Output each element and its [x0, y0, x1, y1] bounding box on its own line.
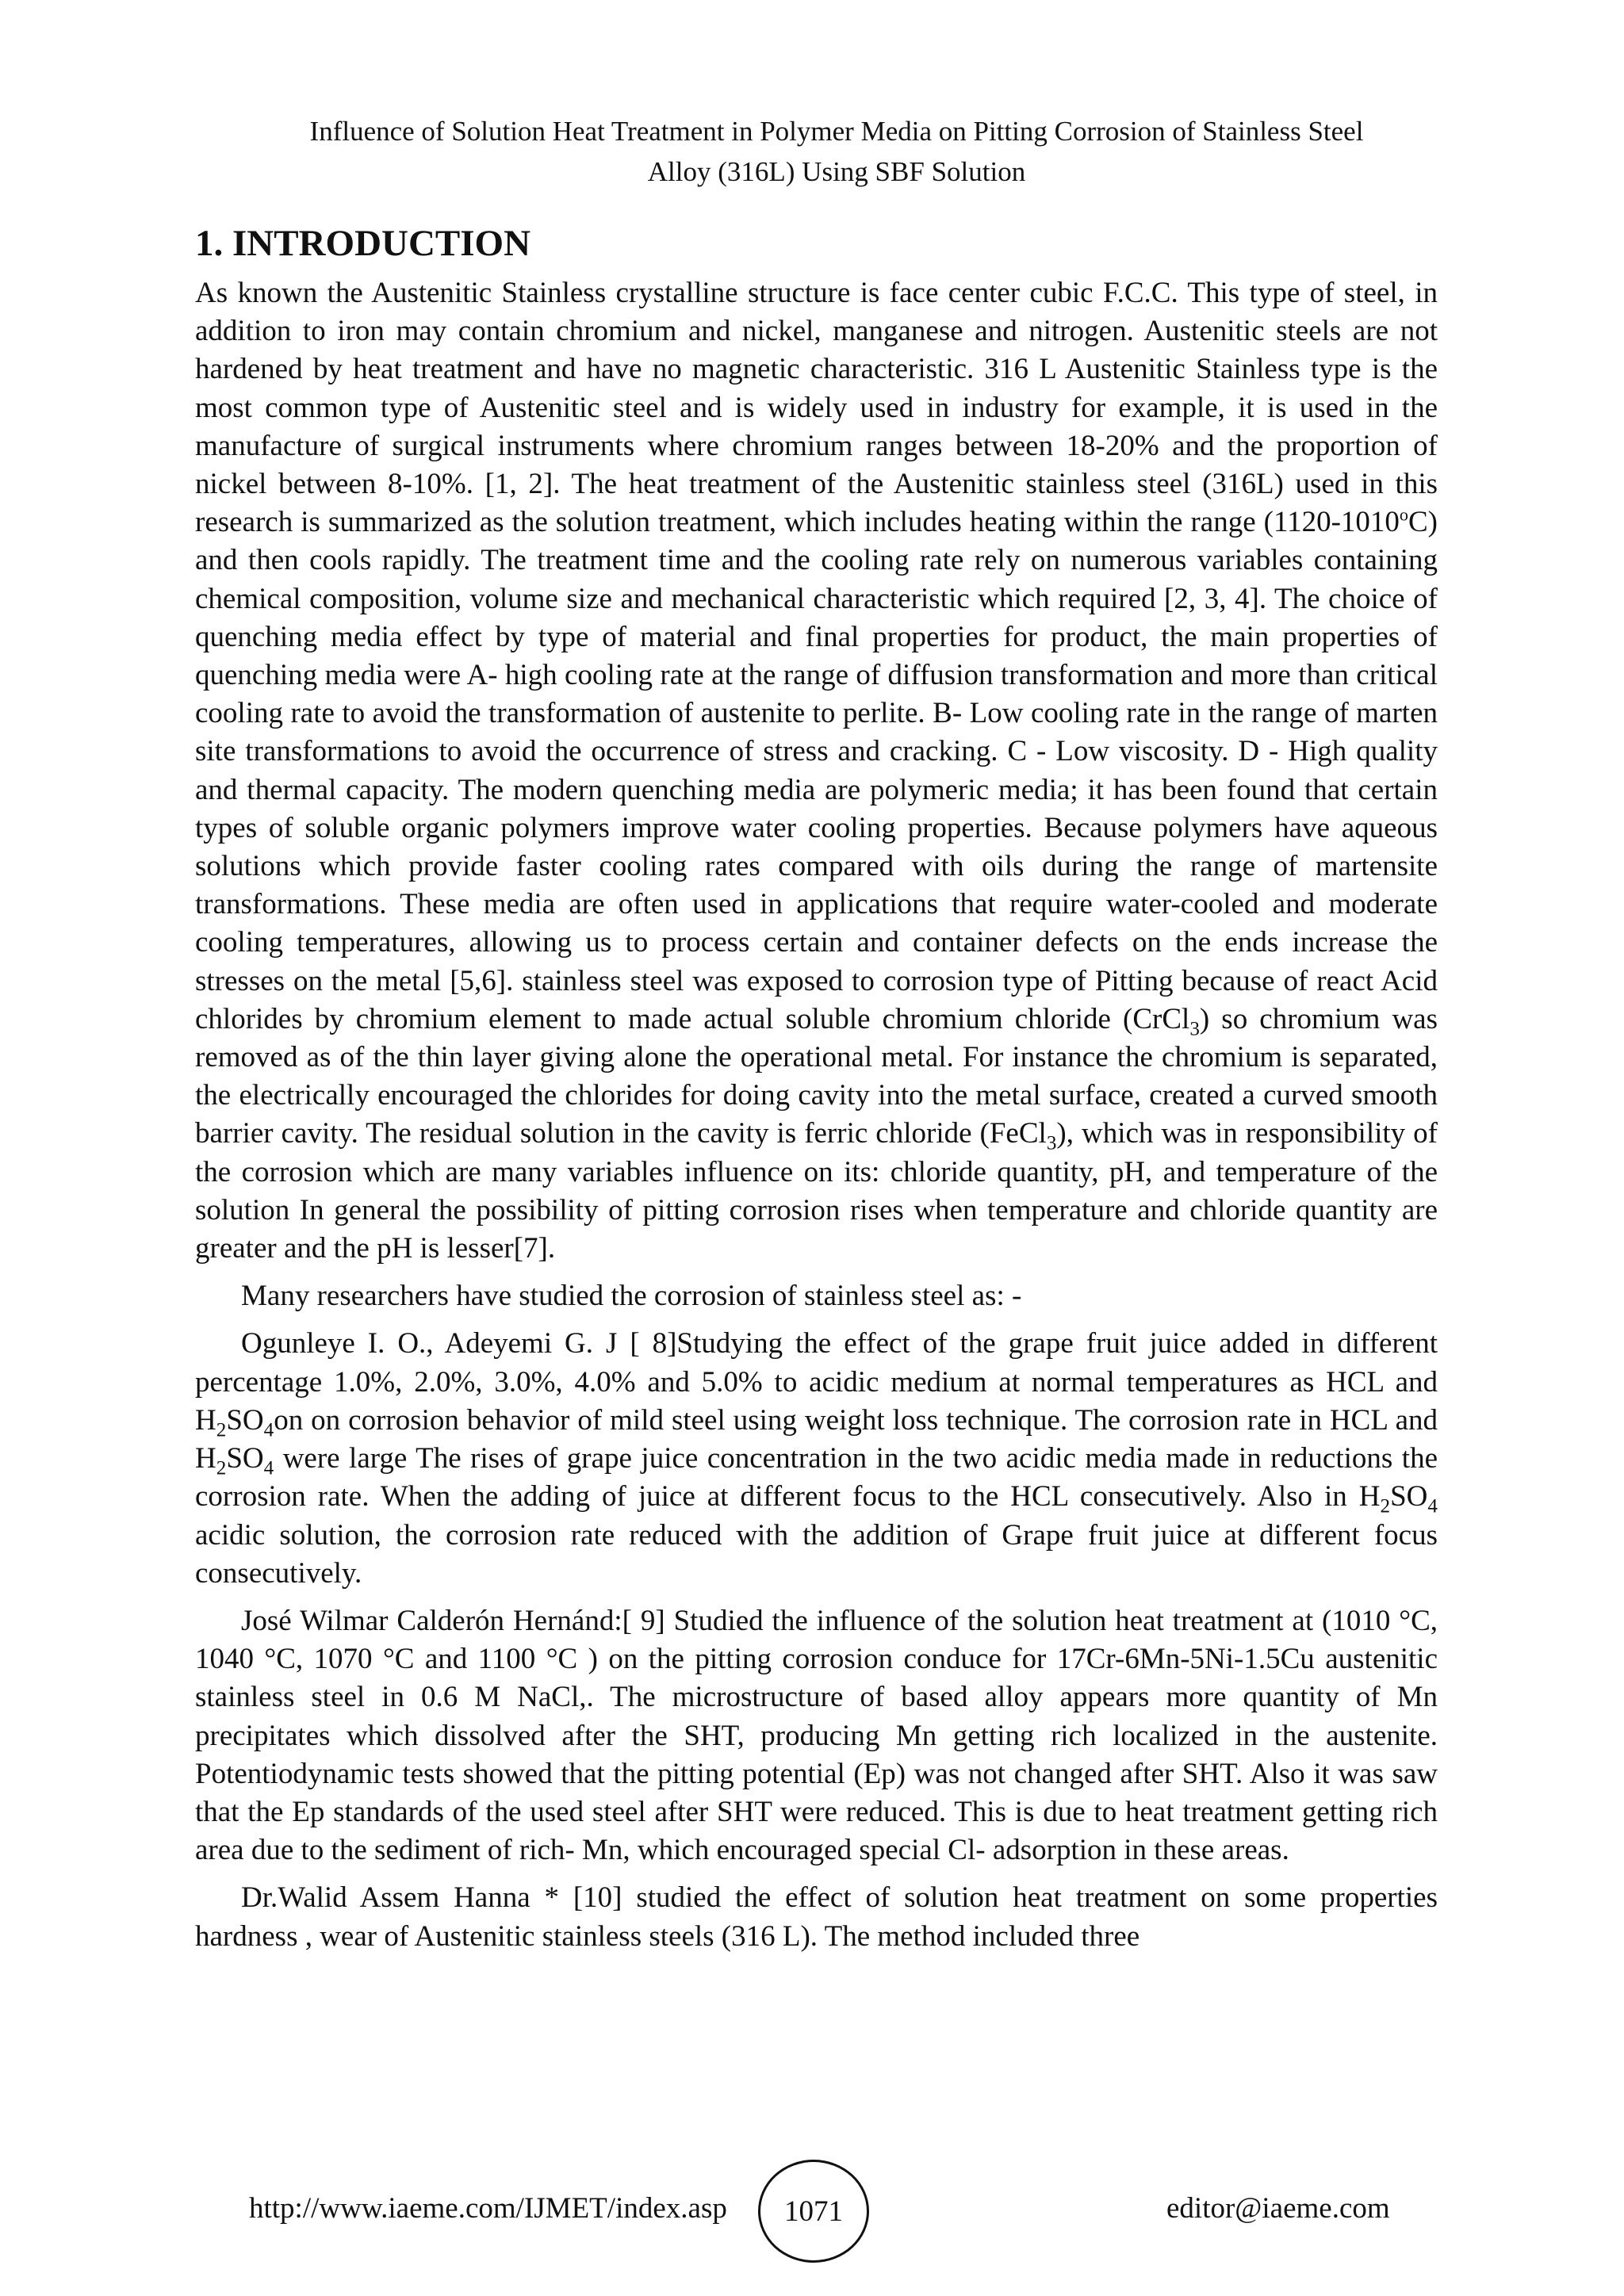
paragraph-researchers-lead: Many researchers have studied the corrosion of stainless steel as: -: [241, 1280, 1022, 1313]
paragraph-introduction: As known the Austenitic Stainless crystalline structure is face center cubic F.C.C. This type of steel, in addition to iron may contain chromium and nickel, manganese and nitrogen. Austenitic steels are not hardened by heat treatment and have no magnetic characteristic. 316 L Austenitic Stainless type is the most common type of Austenitic steel and is widely used in industry for example, it is used in the manufacture of surgical instruments where chromium ranges between 18-20% and the proportion of nickel between 8-10%. [1, 2]. The heat treatment of the Austenitic stainless steel (316L) used in this research is summarized as the solution treatment, which includes heating within the range (1120-1010$^o$C) and then cools rapidly. The treatment time and the cooling rate rely on numerous variables containing chemical composition, volume size and mechanical characteristic which required [2, 3, 4]. The choice of quenching media effect by type of material and final properties for product, the main properties of quenching media were A- high cooling rate at the range of diffusion transformation and more than critical cooling rate to avoid the transformation of austenite to perlite. B- Low cooling rate in the range of marten site transformations to avoid the occurrence of stress and cracking. C - Low viscosity. D - High quality and thermal capacity. The modern quenching media are polymeric media; it has been found that certain types of soluble organic polymers improve water cooling properties. Because polymers have aqueous solutions which provide faster cooling rates compared with oils during the range of martensite transformations. These media are often used in applications that require water-cooled and moderate cooling temperatures, allowing us to process certain and container defects on the ends increase the stresses on the metal [5,6]. stainless steel was exposed to corrosion type of Pitting because of react Acid chlorides by chromium element to made actual soluble chromium chloride (CrCl$_3$) so chromium was removed as of the thin layer giving alone the operational metal. For instance the chromium is separated, the electrically encouraged the chlorides for doing cavity into the metal surface, created a curved smooth barrier cavity. The residual solution in the cavity is ferric chloride (FeCl$_3$), which was in responsibility of the corrosion which are many variables influence on its: chloride quantity, pH, and temperature of the solution In general the possibility of pitting corrosion rises when temperature and chloride quantity are greater and the pH is lesser[7].: [195, 277, 1438, 1265]
paragraph-calderon: José Wilmar Calderón Hernánd:[ 9] Studied the influence of the solution heat treatment at (1010 °C, 1040 °C, 1070 °C and 1100 °C ) on the pitting corrosion conduce for 17Cr-6Mn-5Ni-1.5Cu austenitic stainless steel in 0.6 M NaCl,. The microstructure of based alloy appears more quantity of Mn precipitates which dissolved after the SHT, producing Mn getting rich localized in the austenite. Potentiodynamic tests showed that the pitting potential (Ep) was not changed after SHT. Also it was saw that the Ep standards of the used steel after SHT were reduced. This is due to heat treatment getting rich area due to the sediment of rich- Mn, which encouraged special Cl- adsorption in these areas.: [195, 1604, 1438, 1867]
page-footer: [0, 2156, 1624, 2267]
footer-email-link[interactable]: editor@iaeme.com: [1166, 2192, 1390, 2225]
section-heading: 1. INTRODUCTION: [195, 223, 531, 264]
page-number: 1071: [784, 2195, 843, 2228]
article-body: [195, 220, 1438, 1956]
page-number-circle: [758, 2160, 869, 2263]
running-header-line-2: Alloy (316L) Using SBF Solution: [647, 156, 1026, 187]
paragraph-ogunleye: Ogunleye I. O., Adeyemi G. J [ 8]Studying the effect of the grape fruit juice added in different percentage 1.0%, 2.0%, 3.0%, 4.0% and 5.0% to acidic medium at normal temperatures as HCL and $H_2SO_4on$ on corrosion behavior of mild steel using weight loss technique. The corrosion rate in HCL and $H_2SO_4$ were large The rises of grape juice concentration in the two acidic media made in reductions the corrosion rate. When the adding of juice at different focus to the HCL consecutively. Also in $H_2SO_4$ acidic solution, the corrosion rate reduced with the addition of Grape fruit juice at different focus consecutively.: [195, 1327, 1438, 1590]
footer-url-link[interactable]: http://www.iaeme.com/IJMET/index.asp: [249, 2192, 727, 2225]
running-header: [182, 111, 1491, 192]
paragraph-hanna: Dr.Walid Assem Hanna * [10] studied the effect of solution heat treatment on some properties hardness , wear of Austenitic stainless steels (316 L). The method included three: [195, 1881, 1438, 1953]
running-header-line-1: Influence of Solution Heat Treatment in Polymer Media on Pitting Corrosion of Stainless Steel: [309, 116, 1364, 147]
